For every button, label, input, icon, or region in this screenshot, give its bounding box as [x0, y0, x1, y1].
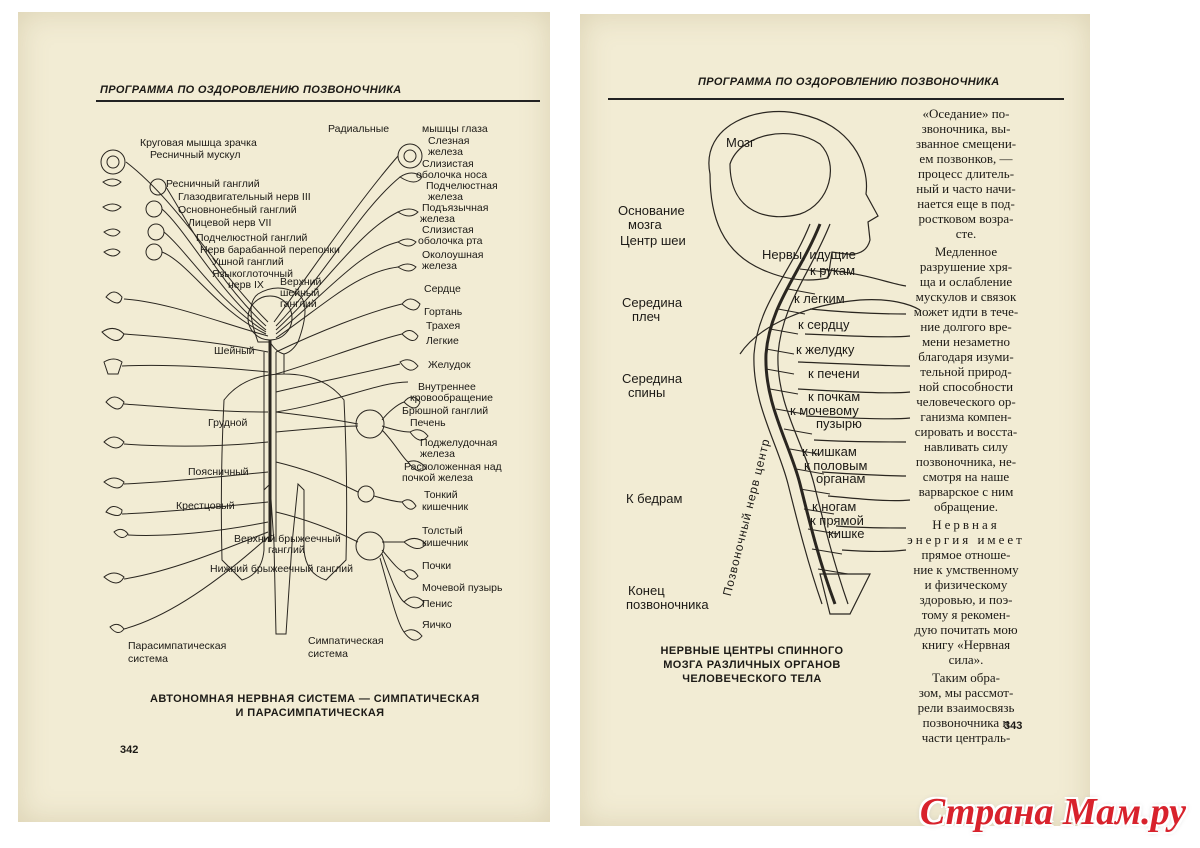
label: Расположенная над	[404, 461, 502, 473]
legend-parasympathetic: система	[128, 653, 168, 665]
label: ганглий	[268, 544, 305, 556]
body-text-line: ростковом возра-	[918, 211, 1014, 226]
label: к печени	[808, 366, 860, 381]
label: Поджелудочная	[420, 437, 498, 449]
right-page	[580, 14, 1090, 826]
body-text-line: части централь-	[921, 730, 1011, 745]
label: Центр шеи	[620, 233, 686, 248]
label: Околоушная	[422, 249, 484, 261]
label: к мочевому	[790, 403, 859, 418]
header-rule	[96, 100, 540, 102]
watermark-logo: Страна Мам.ру	[919, 791, 1186, 833]
label: Внутреннее	[418, 381, 476, 393]
running-head: ПРОГРАММА ПО ОЗДОРОВЛЕНИЮ ПОЗВОНОЧНИКА	[698, 76, 1000, 88]
label: к ногам	[812, 499, 857, 514]
label: железа	[428, 191, 463, 203]
label: Основание	[618, 203, 685, 218]
label: Нерв барабанной перепонки	[200, 244, 340, 256]
body-text-line: нается еще в под-	[917, 196, 1015, 211]
body-text-line: звоночника, вы-	[921, 121, 1011, 136]
ganglion-circle	[150, 179, 166, 195]
body-text-line: ща и ослабление	[919, 274, 1013, 289]
body-text-column	[902, 106, 1030, 745]
body-text-line: процесс длитель-	[917, 166, 1015, 181]
figure-caption: НЕРВНЫЕ ЦЕНТРЫ СПИННОГО МОЗГА РАЗЛИЧНЫХ ОРГАНОВ ЧЕЛОВЕЧЕСКОГО ТЕЛА	[660, 645, 844, 685]
vertical-label: Позвоночный нерв центр	[720, 436, 773, 598]
ganglion-circle	[356, 410, 384, 438]
label: Мочевой пузырь	[422, 582, 503, 594]
label: Верхний	[280, 276, 322, 288]
label: Подъязычная	[422, 202, 489, 214]
label: органам	[816, 471, 866, 486]
label: Почки	[422, 560, 452, 572]
label: Желудок	[428, 359, 471, 371]
body-text-line: разрушение хря-	[919, 259, 1013, 274]
ganglion-circle	[358, 486, 374, 502]
body-text-line: позвоночника, не-	[915, 454, 1017, 469]
body-text-line: сте.	[955, 226, 977, 241]
label: Слизистая	[422, 224, 474, 236]
label: железа	[422, 260, 457, 272]
body-text-line: «Оседание» по-	[922, 106, 1010, 121]
label: железа	[420, 213, 455, 225]
header-rule	[608, 98, 1064, 100]
label: Слизистая	[422, 158, 474, 170]
body-text-line: ной способности	[918, 379, 1014, 394]
label: Пенис	[422, 598, 453, 610]
body-text-line: ние долгого вре-	[920, 319, 1012, 334]
label: Шейный	[214, 345, 255, 357]
label: Трахея	[426, 320, 461, 332]
legend-sympathetic: Симпатическая	[308, 635, 384, 647]
label: Конец	[628, 583, 665, 598]
body-text-line: позвоночника и	[922, 715, 1010, 730]
label: Середина	[622, 295, 683, 310]
label: к сердцу	[798, 317, 850, 332]
ganglion-circle	[148, 224, 164, 240]
body-text-line: сила».	[948, 652, 984, 667]
label: оболочка носа	[416, 169, 488, 181]
label: Нижний брыжеечный ганглий	[210, 563, 353, 575]
label: Тонкий	[424, 489, 458, 501]
label: Ресничный ганглий	[166, 178, 260, 190]
label: к половым	[804, 458, 868, 473]
label: к легким	[794, 291, 845, 306]
label: Подчелюстной ганглий	[196, 232, 308, 244]
running-head: ПРОГРАММА ПО ОЗДОРОВЛЕНИЮ ПОЗВОНОЧНИКА	[100, 84, 402, 96]
label: Лицевой нерв VII	[188, 217, 272, 229]
label: к рукам	[810, 263, 856, 278]
label: Яичко	[422, 619, 452, 631]
body-text-line: прямое отноше-	[921, 547, 1011, 562]
label: Ресничный мускул	[150, 149, 241, 161]
body-text-line: ем позвонков, —	[919, 151, 1013, 166]
body-text-line: ганизма компен-	[920, 409, 1012, 424]
body-text-line: Медленное	[934, 244, 998, 259]
label: плеч	[632, 309, 661, 324]
ganglion-circle	[146, 244, 162, 260]
body-text-line: тельной природ-	[920, 364, 1012, 379]
body-text-line: здоровью, и поэ-	[919, 592, 1013, 607]
label: спины	[628, 385, 666, 400]
label: железа	[420, 448, 455, 460]
body-text-line: ный и часто начи-	[916, 181, 1016, 196]
body-text-line: может идти в тече-	[913, 304, 1019, 319]
label: Толстый	[422, 525, 463, 537]
label: К бедрам	[626, 491, 683, 506]
label: почкой железа	[402, 472, 474, 484]
label: к почкам	[808, 389, 861, 404]
page-number: 343	[1004, 720, 1023, 732]
body-text-line: и физическому	[924, 577, 1008, 592]
body-text-line: варварское с ним	[918, 484, 1014, 499]
label: ганглий	[280, 298, 317, 310]
label: Глазодвигательный нерв III	[178, 191, 311, 203]
label: Печень	[410, 417, 446, 429]
legend-parasympathetic: Парасимпатическая	[128, 640, 227, 652]
label: Круговая мышца зрачка	[140, 137, 257, 149]
ganglion-circle	[146, 201, 162, 217]
label: кишечник	[422, 501, 469, 513]
label: оболочка рта	[418, 235, 483, 247]
legend-sympathetic: система	[308, 648, 348, 660]
figure-caption: АВТОНОМНАЯ НЕРВНАЯ СИСТЕМА — СИМПАТИЧЕСКАЯ И ПАРАСИМПАТИЧЕСКАЯ	[150, 693, 480, 719]
label: позвоночника	[626, 597, 709, 612]
label: к желудку	[796, 342, 855, 357]
label: нерв IX	[228, 279, 264, 291]
label: Языкоглоточный	[212, 268, 293, 280]
label: Брюшной ганглий	[402, 405, 489, 417]
body-text-line: энергия имеет	[907, 532, 1025, 547]
body-text-line: Нервная	[932, 517, 1000, 532]
body-text-line: навливать силу	[923, 439, 1009, 454]
body-text-line: благодаря изуми-	[918, 349, 1014, 364]
page-number: 342	[120, 744, 139, 756]
label: Гортань	[424, 306, 463, 318]
label: Подчелюстная	[426, 180, 498, 192]
body-text-line: Таким обра-	[932, 670, 1000, 685]
body-text-line: ние к умственному	[913, 562, 1019, 577]
body-text-line: тому я рекомен-	[921, 607, 1011, 622]
label: Слезная	[428, 135, 470, 147]
body-text-line: мускулов и связок	[915, 289, 1017, 304]
body-text-line: смотря на наше	[922, 469, 1010, 484]
body-text-line: рели взаимосвязь	[917, 700, 1015, 715]
label: железа	[428, 146, 463, 158]
body-text-line: мени незаметно	[921, 334, 1011, 349]
label: мозга	[628, 217, 662, 232]
eye-left-drawing	[101, 150, 125, 174]
label: Сердце	[424, 283, 461, 295]
label: кровообращение	[410, 392, 493, 404]
label-brain: Мозг	[726, 135, 755, 150]
label: Ушной ганглий	[212, 256, 284, 268]
label: пузырю	[816, 416, 862, 431]
label: Поясничный	[188, 466, 249, 478]
left-page	[18, 12, 550, 822]
label: Легкие	[426, 335, 459, 347]
label: к прямой	[810, 513, 864, 528]
label: Грудной	[208, 417, 248, 429]
body-text-line: дую почитать мою	[914, 622, 1018, 637]
label: мышцы глаза	[422, 123, 488, 135]
body-text-line: книгу «Нервная	[921, 637, 1011, 652]
body-text-line: обращение.	[933, 499, 999, 514]
label: кишечник	[422, 537, 469, 549]
ganglion-circle	[356, 532, 384, 560]
eye-right-drawing	[398, 144, 422, 168]
label: шейный	[280, 287, 320, 299]
label: кишке	[828, 526, 865, 541]
body-text-line: званное смещени-	[915, 136, 1017, 151]
label: Радиальные	[328, 123, 390, 135]
label: Крестцовый	[176, 500, 235, 512]
label: Верхний брыжеечный	[234, 533, 341, 545]
label: Нервы, идущие	[762, 247, 856, 262]
label: Середина	[622, 371, 683, 386]
body-text-line: сировать и восста-	[914, 424, 1018, 439]
label: к кишкам	[802, 444, 857, 459]
body-text-line: зом, мы рассмот-	[918, 685, 1014, 700]
body-text-line: человеческого ор-	[916, 394, 1016, 409]
label: Основнонебный ганглий	[178, 204, 297, 216]
body-outline	[221, 288, 346, 634]
